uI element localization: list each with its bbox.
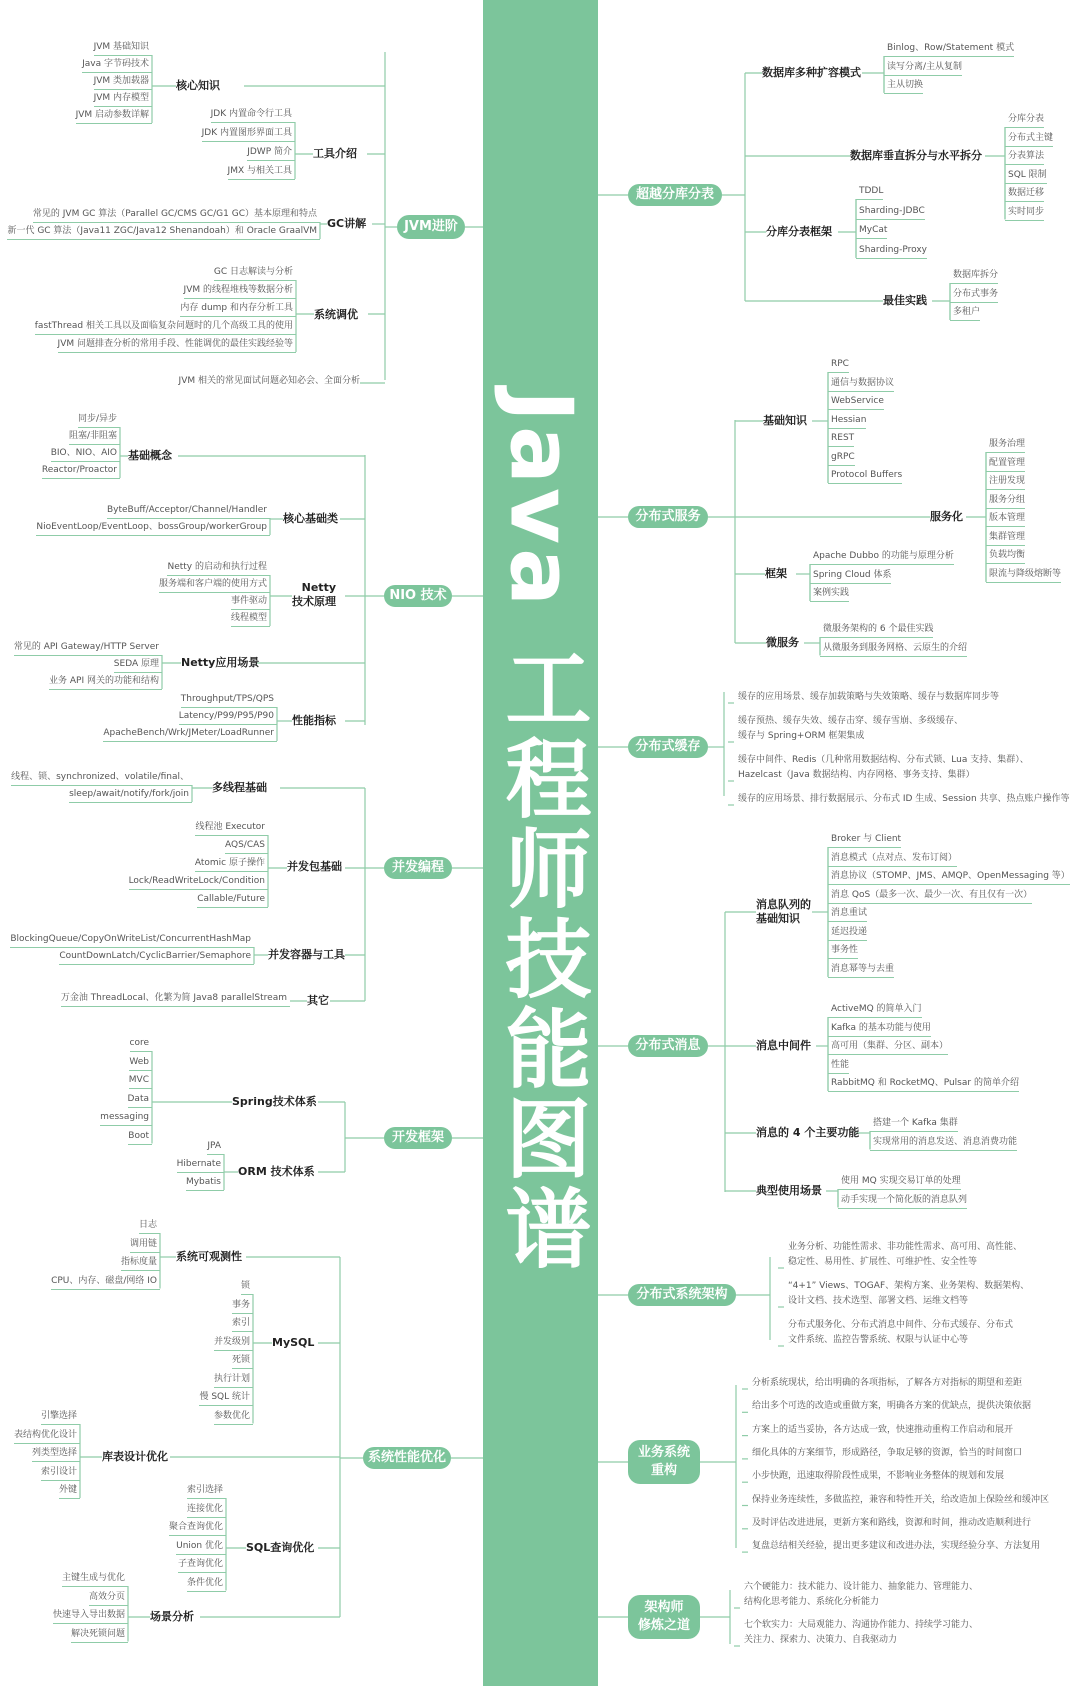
- darch-line: 分布式服务化、分布式消息中间件、分布式缓存、分布式: [788, 1320, 1014, 1330]
- dcache-line: 缓存与 Spring+ORM 框架集成: [738, 731, 865, 741]
- refactor-paragraph: [752, 1446, 1022, 1461]
- darch-paragraph: [788, 1279, 1029, 1309]
- sh-best-leaf: 多租户: [950, 305, 980, 321]
- jvm-core-leaf: Java 字节码技术: [82, 57, 152, 73]
- nio-basic-leaf: 阻塞/非阻塞: [69, 429, 120, 445]
- conc-other-label: 其它: [307, 994, 329, 1007]
- dcache-paragraph: [738, 792, 1070, 807]
- jvm-tools-leaf: JDK 内置图形界面工具: [202, 126, 295, 142]
- dm-mw-label: 消息中间件: [756, 1039, 811, 1052]
- dm-basic-leaf: 消息协议（STOMP、JMS、AMQP、OpenMessaging 等）: [828, 869, 1070, 885]
- sh-split-leaf: 分布式主键: [1005, 131, 1053, 147]
- sh-ext-label: 数据库多种扩容模式: [762, 66, 861, 79]
- nio-node: NIO 技术: [384, 585, 452, 607]
- dcache-line: 缓存的应用场景、缓存加载策略与失效策略、缓存与数据库同步等: [738, 692, 1000, 702]
- fw-spring-leaf: MVC: [129, 1073, 152, 1089]
- po-sql-leaf: Union 优化: [176, 1539, 226, 1555]
- conc-container-label: 并发容器与工具: [268, 948, 345, 961]
- fw-spring-leaf: messaging: [100, 1110, 152, 1126]
- dm-basic-leaf: 消息 QoS（最多一次、最少一次、有且仅有一次）: [828, 888, 1032, 904]
- concurrency-node: 并发编程: [384, 857, 452, 879]
- conc-pkg-leaf: AQS/CAS: [225, 838, 268, 854]
- fw-spring-leaf: Web: [129, 1055, 152, 1071]
- conc-pkg-leaf: Callable/Future: [197, 892, 268, 908]
- po-mysql-leaf: 死锁: [232, 1353, 253, 1369]
- conc-pkg-leaf: Lock/ReadWriteLock/Condition: [129, 874, 268, 890]
- dm-basic-leaf: 消息重试: [828, 906, 867, 922]
- po-sql-leaf: 子查询优化: [178, 1557, 226, 1573]
- fw-orm-label: ORM 技术体系: [238, 1165, 315, 1178]
- po-sql-leaf: 聚合查询优化: [169, 1520, 226, 1536]
- dm-mw-leaf: ActiveMQ 的简单入门: [828, 1002, 922, 1018]
- dm-basic-label: 消息队列的 基础知识: [756, 898, 811, 926]
- refactor-line: 及时评估改进进展，更新方案和路线，资源和时间，推动改造顺利进行: [752, 1517, 1032, 1528]
- ds-fw-leaf: Apache Dubbo 的功能与原理分析: [810, 549, 954, 565]
- refactor-paragraph: [752, 1376, 1022, 1391]
- darch-line: 文件系统、监控告警系统、权限与认证中心等: [788, 1335, 969, 1345]
- dcache-paragraph: [738, 753, 1029, 783]
- darch-line: 稳定性、易用性、扩展性、可维护性、安全性等: [788, 1257, 978, 1267]
- jvm-core-label: 核心知识: [176, 79, 220, 92]
- refactor-paragraph: [752, 1399, 1031, 1414]
- dm-mw-leaf: RabbitMQ 和 RocketMQ、Pulsar 的简单介绍: [828, 1076, 1019, 1092]
- refactor-line: 复盘总结相关经验，提出更多建议和改进办法，实现经验分享、方法复用: [752, 1541, 1041, 1552]
- architect-node: 架构师 修炼之道: [628, 1595, 700, 1639]
- dm-basic-leaf: Broker 与 Client: [828, 832, 901, 848]
- sh-fw-leaf: Sharding-JDBC: [856, 204, 925, 220]
- sh-ext-leaf: Binlog、Row/Statement 模式: [884, 41, 1014, 57]
- dm-four-leaf: 搭建一个 Kafka 集群: [870, 1116, 958, 1132]
- jvm-tuning-leaf: 内存 dump 和内存分析工具: [180, 301, 296, 317]
- po-scene-leaf: 主键生成与优化: [62, 1571, 128, 1587]
- ds-svc-leaf: 负载均衡: [986, 548, 1025, 564]
- dcache-node: 分布式缓存: [628, 736, 708, 758]
- dservice-node: 分布式服务: [628, 506, 708, 528]
- po-observ-leaf: CPU、内存、磁盘/网络 IO: [51, 1274, 160, 1290]
- architect-line: 关注力、探索力、决策力、自我驱动力: [744, 1635, 898, 1645]
- jvm-core-leaf: JVM 基础知识: [94, 40, 152, 56]
- dcache-paragraph: [738, 714, 963, 744]
- ds-basic-leaf: RPC: [828, 357, 849, 373]
- refactor-line: 小步快跑，迅速取得阶段性成果，不影响业务整体的规划和发展: [752, 1471, 1005, 1482]
- fw-orm-leaf: Hibernate: [177, 1157, 224, 1173]
- po-mysql-leaf: 并发级别: [214, 1335, 253, 1351]
- architect-line: 六个硬能力：技术能力、设计能力、抽象能力、管理能力、: [744, 1582, 979, 1592]
- po-scene-leaf: 解决死锁问题: [71, 1627, 128, 1643]
- po-observ-leaf: 调用链: [130, 1237, 160, 1253]
- ds-basic-leaf: REST: [828, 431, 854, 447]
- nio-netty-label: Netty 技术原理: [292, 581, 336, 609]
- refactor-line: 分析系统现状，给出明确的各项指标，了解各方对指标的期望和差距: [752, 1378, 1023, 1388]
- ds-svc-leaf: 版本管理: [986, 511, 1025, 527]
- nio-netty-leaf: 线程模型: [231, 611, 270, 627]
- ds-micro-leaf: 从微服务到服务网格、云原生的介绍: [820, 641, 967, 657]
- conc-pkg-leaf: 线程池 Executor: [195, 820, 268, 836]
- sh-split-leaf: SQL 限制: [1005, 168, 1047, 184]
- nio-core-leaf: ByteBuff/Acceptor/Channel/Handler: [107, 503, 270, 519]
- po-mysql-leaf: 索引: [232, 1316, 253, 1332]
- jvm-gc-leaf: 新一代 GC 算法（Java11 ZGC/Java12 Shenandoah）和 Oracle GraalVM: [7, 224, 320, 240]
- dmsg-node: 分布式消息: [628, 1035, 708, 1057]
- conc-thread-label: 多线程基础: [212, 781, 267, 794]
- jvm-tools-leaf: JMX 与相关工具: [228, 164, 295, 180]
- darch-paragraph: [788, 1318, 1013, 1348]
- refactor-paragraph: [752, 1493, 1049, 1508]
- nio-basic-leaf: BIO、NIO、AIO: [51, 446, 120, 462]
- darch-line: 设计文档、技术选型、部署文档、运维文档等: [788, 1296, 969, 1306]
- sh-best-label: 最佳实践: [883, 294, 927, 307]
- po-table-label: 库表设计优化: [102, 1450, 168, 1463]
- refactor-paragraph: [752, 1539, 1040, 1554]
- jvm-core-leaf: JVM 内存模型: [94, 91, 152, 107]
- ds-micro-leaf: 微服务架构的 6 个最佳实践: [820, 622, 933, 638]
- po-scene-label: 场景分析: [150, 1610, 194, 1623]
- dm-four-leaf: 实现常用的消息发送、消息消费功能: [870, 1135, 1017, 1151]
- dm-typical-label: 典型使用场景: [756, 1184, 822, 1197]
- nio-perf-leaf: Latency/P99/P95/P90: [179, 709, 277, 725]
- conc-thread-leaf: sleep/await/notify/fork/join: [69, 787, 192, 803]
- sh-split-leaf: 数据迁移: [1005, 186, 1044, 202]
- ds-svc-leaf: 配置管理: [986, 456, 1025, 472]
- nio-scene-leaf: 业务 API 网关的功能和结构: [49, 674, 162, 690]
- sh-fw-leaf: Sharding-Proxy: [856, 243, 927, 259]
- dcache-line: 缓存的应用场景、排行数据展示、分布式 ID 生成、Session 共享、热点账户操作等: [738, 794, 1070, 804]
- jvm-node: JVM进阶: [397, 215, 465, 239]
- darch-line: “4+1” Views、TOGAF、架构方案、业务架构、数据架构、: [788, 1281, 1030, 1291]
- ds-basic-leaf: gRPC: [828, 450, 855, 466]
- po-sql-leaf: 连接优化: [187, 1502, 226, 1518]
- nio-scene-leaf: SEDA 原理: [114, 657, 162, 673]
- dm-typical-leaf: 动手实现一个简化版的消息队列: [838, 1193, 967, 1209]
- conc-pkg-leaf: Atomic 原子操作: [195, 856, 268, 872]
- ds-basic-label: 基础知识: [763, 414, 807, 427]
- ds-fw-leaf: 案例实践: [810, 586, 849, 602]
- jvm-tools-label: 工具介绍: [313, 147, 357, 160]
- nio-scene-label: Netty应用场景: [181, 656, 260, 669]
- nio-netty-leaf: 服务端和客户端的使用方式: [159, 577, 270, 593]
- ds-svc-leaf: 服务治理: [986, 437, 1025, 453]
- sharding-node: 超越分库分表: [628, 184, 722, 206]
- jvm-core-leaf: JVM 类加载器: [94, 74, 152, 90]
- po-table-leaf: 引擎选择: [41, 1409, 80, 1425]
- sh-split-leaf: 分表算法: [1005, 149, 1044, 165]
- sh-split-label: 数据库垂直拆分与水平拆分: [850, 149, 982, 162]
- perfopt-node: 系统性能优化: [363, 1447, 451, 1469]
- sh-fw-leaf: TDDL: [856, 184, 883, 200]
- architect-line: 七个软实力：大局观能力、沟通协作能力、持续学习能力、: [744, 1620, 979, 1630]
- sh-best-leaf: 数据库拆分: [950, 268, 998, 284]
- nio-perf-label: 性能指标: [292, 714, 336, 727]
- dcache-line: 缓存预热、缓存失效、缓存击穿、缓存雪崩、多级缓存、: [738, 716, 964, 726]
- page-title: Java 工程师技能图谱: [490, 390, 591, 1275]
- dm-basic-leaf: 延迟投递: [828, 925, 867, 941]
- ds-micro-label: 微服务: [766, 636, 799, 649]
- darch-node: 分布式系统架构: [628, 1284, 736, 1306]
- po-observ-label: 系统可观测性: [176, 1250, 242, 1263]
- nio-scene-leaf: 常见的 API Gateway/HTTP Server: [14, 640, 162, 656]
- nio-basic-leaf: Reactor/Proactor: [42, 463, 120, 479]
- sh-ext-leaf: 读写分离/主从复制: [884, 60, 962, 76]
- refactor-paragraph: [752, 1516, 1031, 1531]
- dm-mw-leaf: 高可用（集群、分区、副本）: [828, 1039, 948, 1055]
- dcache-line: Hazelcast（Java 数据结构、内存网格、事务支持、集群）: [738, 770, 975, 780]
- ds-svc-leaf: 注册发现: [986, 474, 1025, 490]
- fw-spring-leaf: Boot: [128, 1129, 152, 1145]
- conc-container-leaf: BlockingQueue/CopyOnWriteList/ConcurrentHashMap: [10, 932, 254, 948]
- jvm-gc-label: GC讲解: [327, 217, 367, 230]
- sh-split-leaf: 分库分表: [1005, 112, 1044, 128]
- jvm-interview: JVM 相关的常见面试问题必知必会、全面分析: [178, 376, 360, 386]
- fw-orm-leaf: JPA: [207, 1139, 224, 1155]
- sh-best-leaf: 分布式事务: [950, 287, 998, 303]
- refactor-line: 方案上的适当妥协，各方达成一致，快速推动重构工作启动和展开: [752, 1424, 1014, 1435]
- po-table-leaf: 外键: [59, 1483, 80, 1499]
- po-observ-leaf: 日志: [139, 1218, 160, 1234]
- ds-basic-leaf: 通信与数据协议: [828, 376, 894, 392]
- po-table-leaf: 列类型选择: [32, 1446, 80, 1462]
- po-sql-label: SQL查询优化: [246, 1541, 315, 1554]
- dm-basic-leaf: 消息幂等与去重: [828, 962, 894, 978]
- dcache-line: 缓存中间件、Redis（几种常用数据结构、分布式锁、Lua 支持、集群）、: [738, 755, 1029, 765]
- conc-pkg-label: 并发包基础: [287, 860, 342, 873]
- darch-line: 业务分析、功能性需求、非功能性需求、高可用、高性能、: [788, 1242, 1023, 1252]
- ds-svc-leaf: 限流与降级熔断等: [986, 567, 1061, 583]
- dm-mw-leaf: 性能: [828, 1058, 849, 1074]
- architect-line: 结构化思考能力、系统化分析能力: [744, 1597, 880, 1607]
- darch-paragraph: [788, 1240, 1022, 1270]
- ds-svc-label: 服务化: [930, 510, 963, 523]
- sh-fw-leaf: MyCat: [856, 223, 887, 239]
- fw-spring-leaf: Data: [128, 1092, 153, 1108]
- nio-netty-leaf: 事件驱动: [231, 594, 270, 610]
- jvm-tuning-leaf: JVM 问题排查分析的常用手段、性能调优的最佳实践经验等: [58, 337, 296, 353]
- fw-spring-leaf: core: [130, 1036, 153, 1052]
- refactor-node: 业务系统 重构: [628, 1440, 700, 1484]
- po-scene-leaf: 快速导入导出数据: [53, 1608, 128, 1624]
- nio-netty-leaf: Netty 的启动和执行过程: [167, 560, 270, 576]
- nio-perf-leaf: ApacheBench/Wrk/JMeter/LoadRunner: [103, 726, 277, 742]
- po-mysql-leaf: 参数优化: [214, 1409, 253, 1425]
- ds-svc-leaf: 服务分组: [986, 493, 1025, 509]
- refactor-line: 给出多个可选的改造或重做方案，明确各方案的优缺点，提供决策依据: [752, 1401, 1032, 1412]
- dm-typical-leaf: 使用 MQ 实现交易订单的处理: [838, 1174, 961, 1190]
- ds-basic-leaf: WebService: [828, 394, 884, 410]
- conc-container-leaf: CountDownLatch/CyclicBarrier/Semaphore: [59, 949, 254, 965]
- po-sql-leaf: 条件优化: [187, 1576, 226, 1592]
- architect-paragraph: [744, 1618, 978, 1648]
- dm-mw-leaf: Kafka 的基本功能与使用: [828, 1021, 931, 1037]
- po-mysql-leaf: 执行计划: [214, 1372, 253, 1388]
- sh-fw-label: 分库分表框架: [766, 225, 832, 238]
- ds-basic-leaf: Protocol Buffers: [828, 468, 902, 484]
- refactor-line: 细化具体的方案细节，形成路径，争取足够的资源，恰当的时间窗口: [752, 1447, 1023, 1458]
- nio-perf-leaf: Throughput/TPS/QPS: [181, 692, 277, 708]
- jvm-gc-leaf: 常见的 JVM GC 算法（Parallel GC/CMS GC/G1 GC）基本原理和特点: [33, 207, 320, 223]
- jvm-tuning-label: 系统调优: [314, 308, 358, 321]
- jvm-tuning-leaf: fastThread 相关工具以及面临复杂问题时的几个高级工具的使用: [35, 319, 296, 335]
- jvm-tools-leaf: JDWP 简介: [247, 145, 295, 161]
- po-mysql-label: MySQL: [272, 1336, 315, 1349]
- dm-basic-leaf: 事务性: [828, 943, 858, 959]
- ds-svc-leaf: 集群管理: [986, 530, 1025, 546]
- fw-spring-label: Spring技术体系: [232, 1095, 317, 1108]
- nio-core-label: 核心基础类: [283, 512, 338, 525]
- po-table-leaf: 表结构优化设计: [14, 1428, 80, 1444]
- dm-four-label: 消息的 4 个主要功能: [756, 1126, 860, 1139]
- ds-fw-label: 框架: [765, 567, 787, 580]
- po-mysql-leaf: 慢 SQL 统计: [199, 1390, 253, 1406]
- jvm-tools-leaf: JDK 内置命令行工具: [211, 107, 295, 123]
- po-scene-leaf: 高效分页: [89, 1590, 128, 1606]
- conc-other-leaf: 万金油 ThreadLocal、化繁为简 Java8 parallelStream: [61, 991, 290, 1007]
- ds-basic-leaf: Hessian: [828, 413, 866, 429]
- dm-basic-leaf: 消息模式（点对点、发布订阅）: [828, 851, 957, 867]
- nio-core-leaf: NioEventLoop/EventLoop、bossGroup/workerGroup: [36, 520, 270, 536]
- refactor-paragraph: [752, 1423, 1013, 1438]
- nio-basic-leaf: 同步/异步: [78, 412, 120, 428]
- po-observ-leaf: 指标度量: [121, 1255, 160, 1271]
- jvm-core-leaf: JVM 启动参数详解: [76, 108, 152, 124]
- po-mysql-leaf: 事务: [232, 1298, 253, 1314]
- po-sql-leaf: 索引选择: [187, 1483, 226, 1499]
- architect-paragraph: [744, 1580, 978, 1610]
- fw-orm-leaf: Mybatis: [186, 1175, 224, 1191]
- sh-ext-leaf: 主从切换: [884, 78, 923, 94]
- refactor-line: 保持业务连续性，多做监控，兼容和特性开关，给改造加上保险丝和缓冲区: [752, 1494, 1050, 1505]
- jvm-tuning-leaf: GC 日志解读与分析: [214, 265, 296, 281]
- conc-thread-leaf: 线程、锁、synchronized、volatile/final、: [11, 770, 192, 786]
- po-table-leaf: 索引设计: [41, 1465, 80, 1481]
- nio-basic-label: 基础概念: [128, 449, 172, 462]
- jvm-tuning-leaf: JVM 的线程堆栈等数据分析: [184, 283, 296, 299]
- framework-node: 开发框架: [384, 1127, 452, 1149]
- refactor-paragraph: [752, 1469, 1004, 1484]
- ds-fw-leaf: Spring Cloud 体系: [810, 568, 891, 584]
- po-mysql-leaf: 锁: [241, 1279, 253, 1295]
- sh-split-leaf: 实时同步: [1005, 205, 1044, 221]
- dcache-paragraph: [738, 690, 999, 705]
